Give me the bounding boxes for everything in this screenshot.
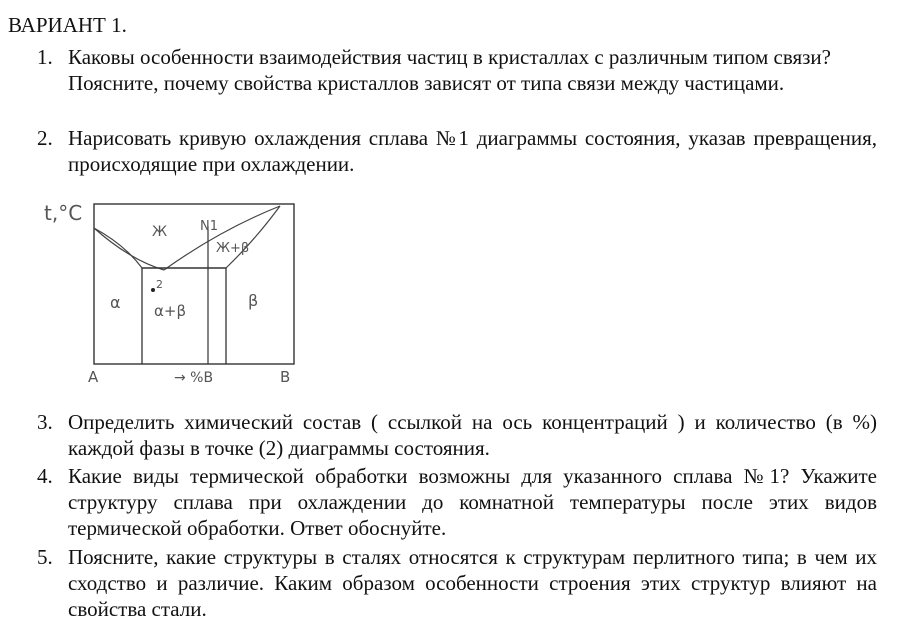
axis-label-a: A [88, 368, 99, 386]
question-4 [37, 463, 877, 541]
diagram-frame [94, 204, 294, 364]
question-number: 1. [37, 45, 53, 69]
point-2-marker [151, 288, 155, 292]
solidus-right [226, 206, 280, 268]
question-text: Определить химический состав ( ссылкой на ось концентраций ) и количество (в %) каждой фазы в точке (2) диаграммы состояния. [68, 410, 877, 460]
question-text: Какие виды термической обработки возможны для указанного сплава №1? Укажите структуру сплава при охлаждении до комнатной температуры после этих видов термической обработки. Ответ обоснуйте. [68, 464, 877, 540]
region-liquid: Ж [152, 224, 168, 240]
question-5 [37, 544, 877, 622]
question-text: Нарисовать кривую охлаждения сплава №1 диаграммы состояния, указав превращения, происходящие при охлаждении. [68, 126, 877, 176]
question-text: Каковы особенности взаимодействия частиц в кристаллах с различным типом связи? Поясните, почему свойства кристаллов зависят от типа связи между частицами. [68, 45, 831, 95]
question-number: 5. [37, 545, 53, 569]
region-liquid-beta: Ж+β [216, 241, 250, 256]
axis-label-b: B [280, 368, 291, 386]
region-alpha-beta: α+β [154, 302, 187, 320]
region-beta: β [248, 291, 259, 310]
liquidus-right [164, 206, 280, 270]
y-axis-label: t,°C [44, 201, 83, 225]
axis-label-percent-b: → %B [174, 370, 214, 386]
question-number: 2. [37, 126, 53, 150]
question-number: 3. [37, 410, 53, 434]
point-label: 2 [156, 278, 163, 291]
alloy-label: N1 [200, 219, 218, 234]
question-1 [37, 44, 877, 96]
question-2 [37, 125, 877, 177]
variant-title: ВАРИАНТ 1. [8, 13, 127, 37]
question-number: 4. [37, 464, 53, 488]
question-text: Поясните, какие структуры в сталях относятся к структурам перлитного типа; в чем их сходство и различие. Каким образом особенности строения этих структур влияют на свойства стали. [68, 545, 877, 621]
question-3 [37, 409, 877, 461]
phase-diagram [30, 190, 330, 392]
region-alpha: α [110, 293, 121, 312]
